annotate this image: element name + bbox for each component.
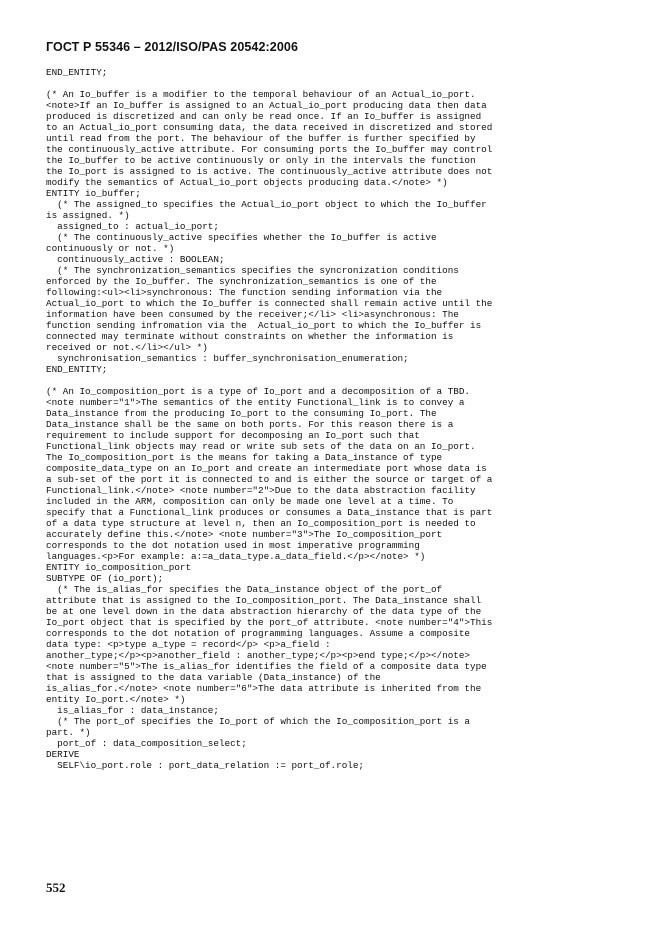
code-line: Actual_io_port to which the Io_buffer is connected shall remain active until the	[46, 298, 493, 309]
code-line: information have been consumed by the receiver;</li> <li>asynchronous: The	[46, 309, 459, 320]
code-line: port_of : data_composition_select;	[46, 738, 247, 749]
code-line: (* The continuously_active specifies whether the Io_buffer is active	[46, 232, 437, 243]
code-line: (* The assigned_to specifies the Actual_io_port object to which the Io_buffer	[46, 199, 487, 210]
code-line: until read from the port. The behaviour of the buffer is further specified by	[46, 133, 476, 144]
code-line: specify that a Functional_link produces or consumes a Data_instance that is part	[46, 507, 493, 518]
code-line: <note number="1">The semantics of the entity Functional_link is to convey a	[46, 397, 465, 408]
code-line: <note number="5">The is_alias_for identifies the field of a composite data type	[46, 661, 487, 672]
code-line: ENTITY io_composition_port	[46, 562, 192, 573]
code-line: produced is discretized and can only be read once. If an Io_buffer is assigned	[46, 111, 482, 122]
code-line: (* The is_alias_for specifies the Data_instance object of the port_of	[46, 584, 443, 595]
code-line: Data_instance from the producing Io_port to the consuming Io_port. The	[46, 408, 437, 419]
code-line: the continuously_active attribute. For consuming ports the Io_buffer may control	[46, 144, 493, 155]
code-line: to an Actual_io_port consuming data, the data received in discretized and stored	[46, 122, 493, 133]
code-line: included in the ARM, composition can only be made one level at a time. To	[46, 496, 454, 507]
code-line	[46, 78, 626, 89]
code-line: is_alias_for : data_instance;	[46, 705, 219, 716]
code-line: (* An Io_buffer is a modifier to the temporal behaviour of an Actual_io_port.	[46, 89, 476, 100]
code-line: continuously or not. *)	[46, 243, 175, 254]
code-line: be at one level down in the data abstraction hierarchy of the data type of the	[46, 606, 482, 617]
code-line: that is assigned to the data variable (Data_instance) of the	[46, 672, 381, 683]
page-header-title: ГОСТ Р 55346 – 2012/ISO/PAS 20542:2006	[46, 40, 298, 54]
code-line: is assigned. *)	[46, 210, 130, 221]
code-line: is_alias_for.</note> <note number="6">The data attribute is inherited from the	[46, 683, 482, 694]
code-line: (* The synchronization_semantics specifies the syncronization conditions	[46, 265, 459, 276]
code-line: languages.<p>For example: a:=a_data_type.a_data_field.</p></note> *)	[46, 551, 426, 562]
page-number: 552	[46, 880, 66, 895]
code-line: DERIVE	[46, 749, 80, 760]
code-line: another_type;</p><p>another_field : another_type;</p><p>end type;</p></note>	[46, 650, 471, 661]
code-line: Data_instance shall be the same on both ports. For this reason there is a	[46, 419, 454, 430]
code-line: Functional_link objects may read or write sub sets of the data on an Io_port.	[46, 441, 476, 452]
code-line: the Io_buffer to be active continuously or only in the intervals the function	[46, 155, 476, 166]
code-line: composite_data_type on an Io_port and create an intermediate port whose data is	[46, 463, 487, 474]
code-line: <note>If an Io_buffer is assigned to an Actual_io_port producing data then data	[46, 100, 487, 111]
code-line: entity Io_port.</note> *)	[46, 694, 186, 705]
code-line: END_ENTITY;	[46, 67, 108, 78]
code-line: synchronisation_semantics : buffer_synchronisation_enumeration;	[46, 353, 409, 364]
code-line: assigned_to : actual_io_port;	[46, 221, 219, 232]
code-line: END_ENTITY;	[46, 364, 108, 375]
code-line: following:<ul><li>synchronous: The function sending information via the	[46, 287, 443, 298]
code-line: of a data type structure at level n, then an Io_composition_port is needed to	[46, 518, 476, 529]
code-line: (* The port_of specifies the Io_port of which the Io_composition_port is a	[46, 716, 471, 727]
code-line: part. *)	[46, 727, 91, 738]
code-line: function sending infromation via the Actual_io_port to which the Io_buffer is	[46, 320, 482, 331]
code-line: ENTITY io_buffer;	[46, 188, 141, 199]
express-code-listing	[46, 67, 626, 771]
code-line: data type: <p>type a_type = record</p> <p>a_field :	[46, 639, 331, 650]
code-line: Io_port object that is specified by the port_of attribute. <note number="4">This	[46, 617, 493, 628]
code-line	[46, 375, 626, 386]
code-line: accurately define this.</note> <note number="3">The Io_composition_port	[46, 529, 443, 540]
code-line: a sub-set of the port it is connected to and is either the source or target of a	[46, 474, 493, 485]
code-line: connected may terminate without constraints on whether the information is	[46, 331, 454, 342]
code-line: modify the semantics of Actual_io_port objects producing data.</note> *)	[46, 177, 448, 188]
code-line: The Io_composition_port is the means for taking a Data_instance of type	[46, 452, 443, 463]
code-line: corresponds to the dot notation used in most imperative programming	[46, 540, 420, 551]
code-line: SELF\io_port.role : port_data_relation := port_of.role;	[46, 760, 365, 771]
code-line: received or not.</li></ul> *)	[46, 342, 208, 353]
code-line: (* An Io_composition_port is a type of Io_port and a decomposition of a TBD.	[46, 386, 471, 397]
code-line: Functional_link.</note> <note number="2">Due to the data abstraction facility	[46, 485, 476, 496]
code-line: corresponds to the dot notation of programming languages. Assume a composite	[46, 628, 471, 639]
code-line: SUBTYPE OF (io_port);	[46, 573, 164, 584]
code-line: requirement to include support for decomposing an Io_port such that	[46, 430, 420, 441]
code-line: enforced by the Io_buffer. The synchronization_semantics is one of the	[46, 276, 437, 287]
code-line: attribute that is assigned to the Io_composition_port. The Data_instance shall	[46, 595, 482, 606]
code-line: continuously_active : BOOLEAN;	[46, 254, 225, 265]
code-line: the Io_port is assigned to is active. The continuously_active attribute does not	[46, 166, 493, 177]
